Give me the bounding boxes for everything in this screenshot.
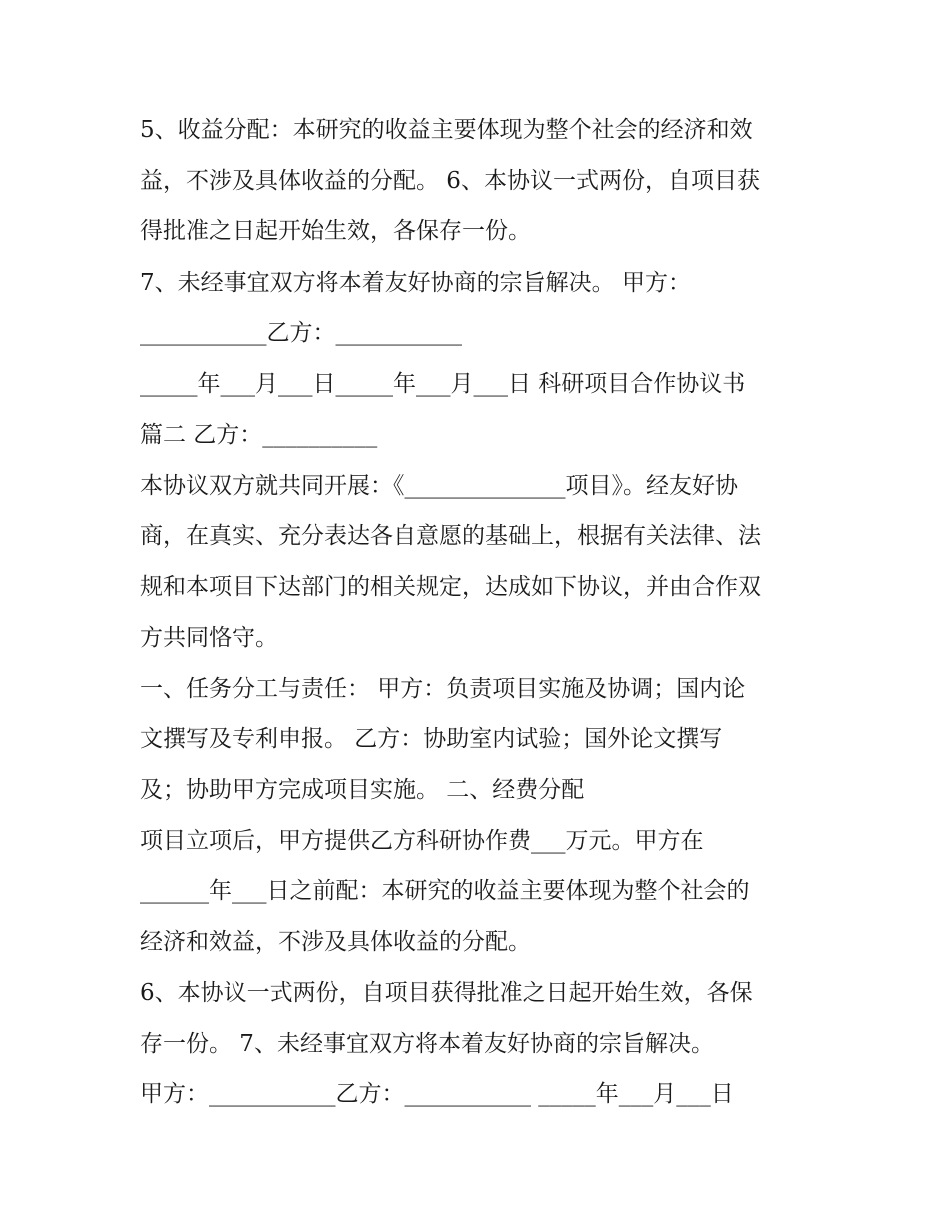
text-line: 6、本协议一式两份，自项目获得批准之日起开始生效，各保 (140, 980, 753, 1006)
text-line: 项目立项后，甲方提供乙方科研协作费___万元。甲方在 (140, 828, 704, 854)
text-line: 及；协助甲方完成项目实施。 二、经费分配 (140, 777, 585, 803)
text-line: 7、未经事宜双方将本着友好协商的宗旨解决。 甲方： (140, 270, 691, 296)
text-line: 本协议双方就共同开展：《______________项目》。经友好协 (140, 473, 738, 499)
text-line: 方共同恪守。 (140, 625, 278, 651)
text-line: 甲方：___________乙方：___________ _____年___月___日 (140, 1081, 734, 1107)
text-line: ___________乙方：___________ (140, 320, 462, 346)
text-line: 篇二 乙方：__________ (140, 422, 378, 448)
text-line: 存一份。 7、未经事宜双方将本着友好协商的宗旨解决。 (140, 1031, 714, 1057)
text-line: _____年___月___日_____年___月___日 科研项目合作协议书 (140, 371, 746, 397)
text-line: 得批准之日起开始生效，各保存一份。 (140, 218, 531, 244)
text-line: 规和本项目下达部门的相关规定，达成如下协议，并由合作双 (140, 574, 761, 600)
text-line: 5、收益分配：本研究的收益主要体现为整个社会的经济和效 (140, 117, 753, 143)
text-line: 益，不涉及具体收益的分配。 6、本协议一式两份，自项目获 (140, 168, 760, 194)
text-line: 文撰写及专利申报。 乙方：协助室内试验；国外论文撰写 (140, 726, 723, 752)
text-line: 一、任务分工与责任： 甲方：负责项目实施及协调；国内论 (140, 676, 746, 702)
text-line: 商，在真实、充分表达各自意愿的基础上，根据有关法律、法 (140, 523, 761, 549)
text-line: 经济和效益，不涉及具体收益的分配。 (140, 929, 531, 955)
text-line: ______年___日之前配：本研究的收益主要体现为整个社会的 (140, 878, 750, 904)
